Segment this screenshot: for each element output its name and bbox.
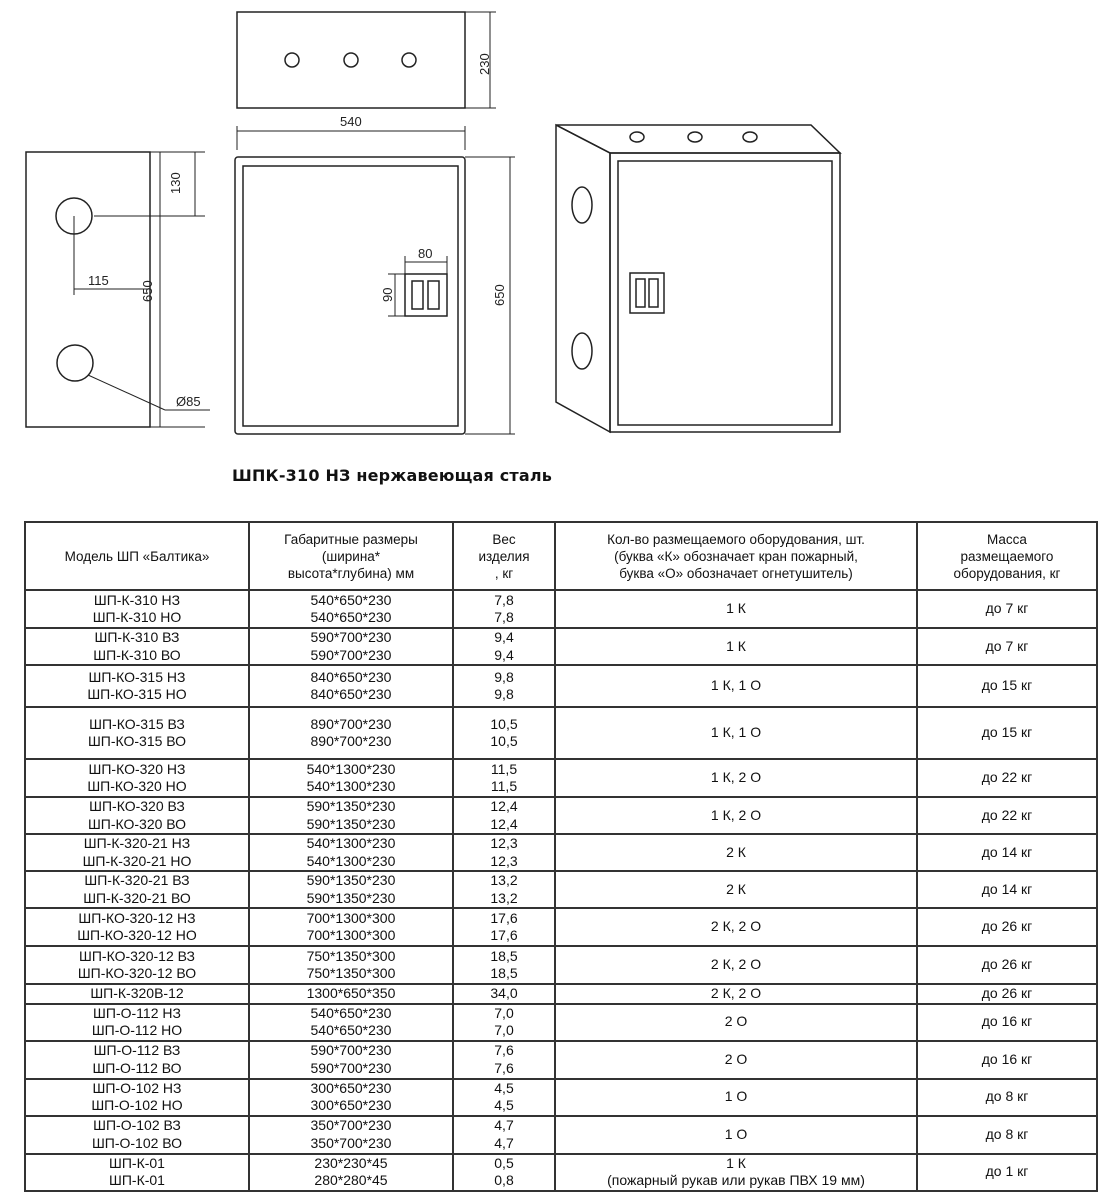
size-text: 590*700*230 — [310, 1042, 392, 1058]
model-text: ШП-К-01 — [109, 1172, 165, 1188]
model-text: ШП-О-112 НО — [91, 1022, 183, 1038]
table-row — [25, 797, 1097, 834]
equipment-cell — [555, 871, 917, 908]
size-text: 350*700*230 — [310, 1117, 392, 1133]
mass-cell — [917, 590, 1097, 628]
size-cell — [249, 707, 453, 759]
size-text: 840*650*230 — [310, 686, 392, 702]
equipment-text: 2 К, 2 О — [710, 985, 762, 1001]
size-cell — [249, 1041, 453, 1079]
equipment-text: 2 К, 2 О — [710, 918, 762, 935]
weight-text: 7,8 — [494, 591, 514, 608]
dim-hole-offset: 130 — [168, 172, 183, 194]
size-text: 590*1350*230 — [306, 889, 396, 906]
size-text: 350*700*230 — [310, 1134, 392, 1151]
weight-text: 12,3 — [490, 852, 518, 869]
weight-text: 10,5 — [490, 733, 518, 749]
size-text: 540*650*230 — [310, 1004, 392, 1021]
mass-text: до 16 кг — [981, 1013, 1033, 1030]
size-text: 540*1300*230 — [306, 778, 396, 794]
weight-text: 0,8 — [494, 1172, 514, 1188]
equipment-text: 1 К — [726, 600, 746, 617]
model-text: ШП-К-01 — [109, 1154, 165, 1171]
table-row — [25, 908, 1097, 946]
mass-text: до 16 кг — [981, 1050, 1033, 1067]
mass-text: до 8 кг — [985, 1125, 1029, 1142]
mass-text: до 14 кг — [981, 843, 1033, 860]
weight-cell — [453, 797, 555, 834]
table-row — [25, 759, 1097, 797]
weight-text: 18,5 — [490, 965, 518, 981]
width-dimension — [237, 126, 465, 150]
size-text: 540*1300*230 — [306, 835, 396, 851]
size-text: 280*280*45 — [314, 1172, 388, 1188]
size-cell — [249, 1116, 453, 1154]
weight-text: 7,6 — [494, 1059, 514, 1076]
size-cell — [249, 1004, 453, 1041]
size-text: 890*700*230 — [310, 733, 392, 749]
equipment-text: 1 О — [724, 1088, 748, 1105]
weight-cell — [453, 1004, 555, 1041]
mass-text: до 7 кг — [985, 637, 1029, 654]
mass-cell — [917, 908, 1097, 946]
model-cell — [25, 908, 249, 946]
equipment-cell — [555, 1079, 917, 1116]
model-text: ШП-О-102 ВЗ — [93, 1117, 181, 1133]
equipment-text: 1 К, 1 О — [710, 724, 762, 741]
model-cell — [25, 984, 249, 1004]
mass-text: до 15 кг — [981, 724, 1033, 741]
equipment-cell — [555, 1004, 917, 1041]
weight-cell — [453, 984, 555, 1004]
weight-text: 9,8 — [494, 668, 514, 685]
mass-text: до 22 кг — [981, 769, 1033, 786]
model-cell — [25, 797, 249, 834]
weight-cell — [453, 707, 555, 759]
equipment-text: 2 О — [724, 1013, 748, 1030]
equipment-text: 1 К — [726, 637, 746, 654]
dim-top-depth: 230 — [477, 53, 492, 75]
model-cell — [25, 946, 249, 984]
drawing-caption: ШПК-310 НЗ нержавеющая сталь — [232, 466, 553, 485]
weight-text: 10,5 — [490, 715, 518, 732]
size-cell — [249, 946, 453, 984]
model-text: ШП-О-102 НЗ — [92, 1079, 182, 1096]
mass-cell — [917, 707, 1097, 759]
model-text: ШП-КО-320-12 ВО — [77, 965, 197, 981]
dim-hole-diameter: Ø85 — [176, 394, 201, 409]
equipment-cell — [555, 1154, 917, 1191]
mass-cell — [917, 946, 1097, 984]
equipment-text: 2 К — [726, 880, 746, 897]
dim-side-height: 650 — [140, 280, 155, 302]
model-cell — [25, 834, 249, 871]
table-row — [25, 707, 1097, 759]
weight-cell — [453, 590, 555, 628]
model-text: ШП-К-320В-12 — [90, 985, 184, 1001]
mass-cell — [917, 871, 1097, 908]
mass-cell — [917, 1116, 1097, 1154]
size-text: 590*1350*230 — [306, 798, 396, 814]
mass-cell — [917, 1079, 1097, 1116]
model-text: ШП-К-320-21 НО — [82, 852, 192, 869]
header-equipment: Кол-во размещаемого оборудования, шт. (буква «К» обозначает кран пожарный, буква «О» обозначает огнетушитель) — [555, 522, 917, 590]
equipment-cell — [555, 590, 917, 628]
mass-cell — [917, 1004, 1097, 1041]
weight-text: 7,0 — [494, 1004, 514, 1021]
model-text: ШП-КО-320 ВО — [87, 815, 187, 832]
size-cell — [249, 590, 453, 628]
weight-text: 17,6 — [490, 909, 518, 926]
table-row — [25, 1079, 1097, 1116]
equipment-text: 2 О — [724, 1050, 748, 1067]
equipment-cell — [555, 628, 917, 665]
size-text: 590*700*230 — [310, 646, 392, 663]
mass-cell — [917, 797, 1097, 834]
header-weight: Вес изделия , кг — [453, 522, 555, 590]
dim-width: 540 — [340, 114, 362, 129]
table-row — [25, 665, 1097, 707]
table-row — [25, 628, 1097, 665]
size-text: 590*1350*230 — [306, 815, 396, 832]
equipment-cell — [555, 984, 917, 1004]
model-text: ШП-О-102 ВО — [91, 1134, 183, 1151]
size-text: 300*650*230 — [310, 1079, 392, 1096]
size-cell — [249, 908, 453, 946]
weight-cell — [453, 871, 555, 908]
table-row — [25, 590, 1097, 628]
weight-text: 18,5 — [490, 947, 518, 964]
weight-text: 9,4 — [494, 646, 514, 663]
equipment-cell — [555, 1041, 917, 1079]
model-text: ШП-КО-320-12 НО — [77, 927, 197, 943]
mass-cell — [917, 665, 1097, 707]
model-text: ШП-КО-315 НЗ — [88, 668, 186, 685]
model-cell — [25, 1154, 249, 1191]
weight-text: 7,8 — [494, 609, 514, 625]
weight-text: 12,3 — [490, 835, 518, 851]
weight-text: 4,7 — [494, 1117, 514, 1133]
model-text: ШП-К-310 ВО — [93, 646, 181, 663]
weight-text: 34,0 — [490, 985, 518, 1001]
size-text: 590*700*230 — [310, 1059, 392, 1076]
size-cell — [249, 628, 453, 665]
dim-front-height: 650 — [492, 284, 507, 306]
mass-text: до 22 кг — [981, 806, 1033, 823]
size-text: 540*650*230 — [310, 1022, 392, 1038]
header-model: Модель ШП «Балтика» — [25, 522, 249, 590]
weight-text: 7,0 — [494, 1022, 514, 1038]
dim-handle-width: 80 — [418, 246, 433, 261]
equipment-text: 1 К, 2 О — [710, 806, 762, 823]
weight-cell — [453, 759, 555, 797]
equipment-text: 1 К, 2 О — [710, 769, 762, 786]
model-text: ШП-К-320-21 ВО — [83, 889, 191, 906]
equipment-cell — [555, 707, 917, 759]
equipment-cell — [555, 834, 917, 871]
weight-cell — [453, 1079, 555, 1116]
size-text: 1300*650*350 — [306, 985, 396, 1001]
weight-cell — [453, 628, 555, 665]
equipment-text: 2 К, 2 О — [710, 956, 762, 973]
equipment-text: 1 К, 1 О — [710, 677, 762, 694]
front-view-drawing — [235, 157, 515, 434]
equipment-text: 2 К — [726, 843, 746, 860]
weight-text: 12,4 — [490, 815, 518, 832]
size-text: 890*700*230 — [310, 715, 392, 732]
weight-text: 13,2 — [490, 872, 518, 888]
size-cell — [249, 871, 453, 908]
size-cell — [249, 665, 453, 707]
size-text: 540*1300*230 — [306, 852, 396, 869]
size-text: 540*1300*230 — [306, 760, 396, 777]
model-text: ШП-КО-315 ВО — [87, 733, 187, 749]
weight-cell — [453, 834, 555, 871]
model-cell — [25, 1116, 249, 1154]
size-text: 840*650*230 — [310, 668, 392, 685]
model-text: ШП-К-320-21 НЗ — [83, 835, 191, 851]
size-text: 700*1300*300 — [306, 927, 396, 943]
mass-text: до 8 кг — [985, 1088, 1029, 1105]
size-cell — [249, 1154, 453, 1191]
isometric-view-drawing — [556, 125, 840, 432]
weight-cell — [453, 665, 555, 707]
model-text: ШП-КО-320 НЗ — [88, 760, 186, 777]
weight-text: 9,4 — [494, 629, 514, 645]
size-cell — [249, 797, 453, 834]
header-size: Габаритные размеры (ширина* высота*глубина) мм — [249, 522, 453, 590]
model-text: ШП-О-112 ВЗ — [93, 1042, 181, 1058]
mass-cell — [917, 1041, 1097, 1079]
model-cell — [25, 707, 249, 759]
model-text: ШП-К-320-21 ВЗ — [84, 872, 190, 888]
size-cell — [249, 984, 453, 1004]
dim-hole-x: 115 — [88, 273, 109, 288]
weight-text: 4,5 — [494, 1079, 514, 1096]
equipment-cell — [555, 1116, 917, 1154]
model-cell — [25, 759, 249, 797]
table-row — [25, 1116, 1097, 1154]
mass-text: до 14 кг — [981, 880, 1033, 897]
mass-text: до 15 кг — [981, 677, 1033, 694]
weight-text: 0,5 — [494, 1154, 514, 1171]
header-mass: Масса размещаемого оборудования, кг — [917, 522, 1097, 590]
equipment-text: 1 К — [726, 1154, 746, 1171]
weight-cell — [453, 908, 555, 946]
weight-text: 4,5 — [494, 1097, 514, 1113]
size-text: 540*650*230 — [310, 591, 392, 608]
mass-text: до 26 кг — [981, 956, 1033, 973]
model-cell — [25, 665, 249, 707]
table-row — [25, 1041, 1097, 1079]
table-row — [25, 984, 1097, 1004]
size-text: 590*700*230 — [310, 629, 392, 645]
table-row — [25, 1004, 1097, 1041]
mass-cell — [917, 1154, 1097, 1191]
spec-table — [24, 521, 1098, 1192]
model-cell — [25, 628, 249, 665]
size-text: 540*650*230 — [310, 609, 392, 625]
top-view-drawing — [237, 12, 496, 108]
table-row — [25, 1154, 1097, 1191]
weight-cell — [453, 1041, 555, 1079]
model-cell — [25, 590, 249, 628]
size-text: 300*650*230 — [310, 1097, 392, 1113]
size-cell — [249, 759, 453, 797]
dim-handle-height: 90 — [380, 287, 395, 302]
model-text: ШП-К-310 НЗ — [93, 591, 181, 608]
weight-text: 4,7 — [494, 1134, 514, 1151]
equipment-text: 1 О — [724, 1125, 748, 1142]
weight-cell — [453, 946, 555, 984]
model-text: ШП-О-112 НЗ — [93, 1004, 181, 1021]
table-body — [25, 590, 1097, 1191]
table-row — [25, 834, 1097, 871]
model-text: ШП-КО-320-12 ВЗ — [79, 947, 195, 964]
cabinet-drawings — [0, 0, 1120, 470]
weight-text: 12,4 — [490, 798, 518, 814]
table-row — [25, 946, 1097, 984]
model-cell — [25, 871, 249, 908]
equipment-cell — [555, 759, 917, 797]
mass-text: до 7 кг — [985, 600, 1029, 617]
size-text: 590*1350*230 — [306, 872, 396, 888]
weight-text: 9,8 — [494, 686, 514, 702]
equipment-text: (пожарный рукав или рукав ПВХ 19 мм) — [607, 1172, 865, 1188]
equipment-cell — [555, 797, 917, 834]
size-text: 750*1350*300 — [306, 965, 396, 981]
equipment-cell — [555, 908, 917, 946]
model-text: ШП-К-310 НО — [92, 609, 182, 625]
size-cell — [249, 834, 453, 871]
model-text: ШП-К-310 ВЗ — [94, 629, 180, 645]
model-cell — [25, 1004, 249, 1041]
weight-text: 17,6 — [490, 927, 518, 943]
weight-cell — [453, 1154, 555, 1191]
model-text: ШП-КО-315 ВЗ — [89, 715, 185, 732]
model-text: ШП-КО-320 ВЗ — [89, 798, 185, 814]
size-text: 750*1350*300 — [306, 947, 396, 964]
equipment-cell — [555, 665, 917, 707]
model-text: ШП-КО-315 НО — [87, 686, 187, 702]
size-text: 700*1300*300 — [306, 909, 396, 926]
weight-cell — [453, 1116, 555, 1154]
model-text: ШП-КО-320-12 НЗ — [78, 909, 196, 926]
mass-text: до 26 кг — [981, 918, 1033, 935]
size-cell — [249, 1079, 453, 1116]
equipment-cell — [555, 946, 917, 984]
model-text: ШП-О-112 ВО — [92, 1059, 182, 1076]
table-header-row — [25, 522, 1097, 590]
weight-text: 13,2 — [490, 889, 518, 906]
model-cell — [25, 1079, 249, 1116]
mass-cell — [917, 759, 1097, 797]
weight-text: 11,5 — [490, 778, 518, 794]
mass-text: до 26 кг — [981, 985, 1033, 1001]
mass-cell — [917, 984, 1097, 1004]
model-text: ШП-КО-320 НО — [87, 778, 187, 794]
table-row — [25, 871, 1097, 908]
mass-cell — [917, 628, 1097, 665]
weight-text: 7,6 — [494, 1042, 514, 1058]
model-text: ШП-О-102 НО — [91, 1097, 183, 1113]
weight-text: 11,5 — [490, 760, 518, 777]
model-cell — [25, 1041, 249, 1079]
mass-text: до 1 кг — [985, 1163, 1029, 1180]
size-text: 230*230*45 — [314, 1154, 388, 1171]
mass-cell — [917, 834, 1097, 871]
